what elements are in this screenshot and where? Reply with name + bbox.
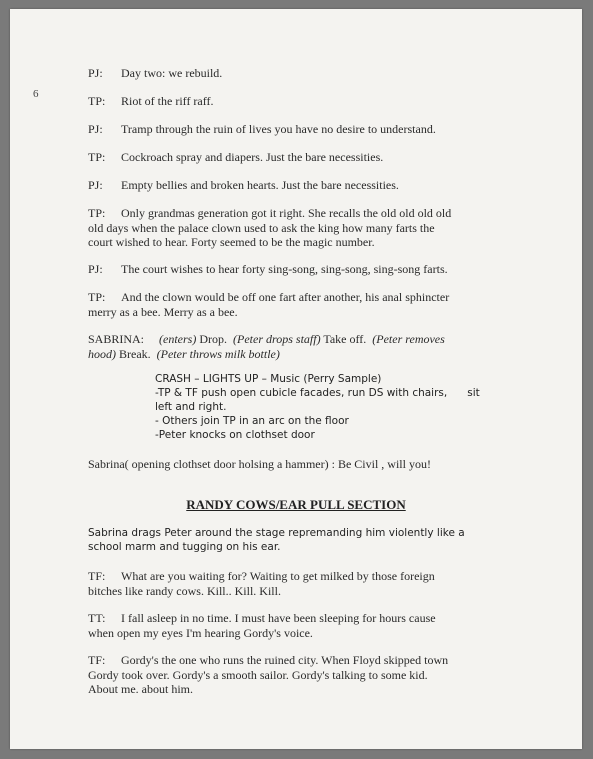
- dialogue-text: Drop.: [199, 332, 228, 346]
- dialogue-text: Take off.: [323, 332, 367, 346]
- stage-direction: left and right.: [155, 401, 227, 413]
- sabrina-dialogue: [88, 332, 445, 347]
- dialogue-text: Day two: we rebuild.: [121, 66, 223, 80]
- speaker-label: SABRINA:: [88, 332, 145, 346]
- speaker-label: PJ:: [88, 66, 103, 80]
- sabrina-dialogue-cont: [88, 347, 280, 362]
- dialogue-continuation: About me. about him.: [88, 682, 193, 696]
- stage-direction: -Peter knocks on clothset door: [155, 429, 315, 441]
- dialogue-text: Empty bellies and broken hearts. Just the bare necessities.: [121, 178, 399, 192]
- dialogue-continuation: bitches like randy cows. Kill.. Kill. Kill.: [88, 584, 281, 598]
- dialogue-continuation: Gordy took over. Gordy's a smooth sailor. Gordy's talking to some kid.: [88, 668, 428, 682]
- speaker-label: TP:: [88, 290, 106, 304]
- speaker-label: TF:: [88, 569, 106, 583]
- stage-cue: (enters): [159, 332, 197, 346]
- dialogue-continuation: merry as a bee. Merry as a bee.: [88, 305, 238, 319]
- dialogue-continuation: old days when the palace clown used to ask the king how many farts the: [88, 221, 435, 235]
- speaker-label: TP:: [88, 206, 106, 220]
- dialogue-text: Riot of the riff raff.: [121, 94, 214, 108]
- speaker-label: TP:: [88, 150, 106, 164]
- stage-direction: -TP & TF push open cubicle facades, run DS with chairs, sit: [155, 387, 480, 399]
- dialogue-text: The court wishes to hear forty sing-song, sing-song, sing-song farts.: [121, 262, 448, 276]
- stage-cue: hood): [88, 347, 116, 361]
- dialogue-continuation: court wished to hear. Forty seemed to be the magic number.: [88, 235, 375, 249]
- stage-cue: (Peter removes: [372, 332, 445, 346]
- dialogue-text: Tramp through the ruin of lives you have no desire to understand.: [121, 122, 436, 136]
- speaker-label: PJ:: [88, 122, 103, 136]
- stage-direction: - Others join TP in an arc on the floor: [155, 415, 349, 427]
- dialogue-text: What are you waiting for? Waiting to get milked by those foreign: [121, 569, 435, 583]
- page-number: 6: [33, 88, 39, 100]
- stage-cue: (Peter throws milk bottle): [156, 347, 280, 361]
- sabrina-line: Sabrina( opening clothset door holsing a hammer) : Be Civil , will you!: [88, 457, 431, 471]
- speaker-label: TP:: [88, 94, 106, 108]
- dialogue-text: Gordy's the one who runs the ruined city. When Floyd skipped town: [121, 653, 449, 667]
- section-intro: Sabrina drags Peter around the stage repremanding him violently like a: [88, 527, 465, 539]
- dialogue-text: And the clown would be off one fart after another, his anal sphincter: [121, 290, 450, 304]
- speaker-label: TT:: [88, 611, 106, 625]
- dialogue-text: Break.: [119, 347, 151, 361]
- dialogue-continuation: when open my eyes I'm hearing Gordy's voice.: [88, 626, 313, 640]
- speaker-label: TF:: [88, 653, 106, 667]
- section-heading: RANDY COWS/EAR PULL SECTION: [186, 497, 406, 512]
- dialogue-text: I fall asleep in no time. I must have been sleeping for hours cause: [121, 611, 436, 625]
- section-intro: school marm and tugging on his ear.: [88, 541, 281, 553]
- speaker-label: PJ:: [88, 178, 103, 192]
- stage-cue: (Peter drops staff): [233, 332, 321, 346]
- stage-direction: CRASH – LIGHTS UP – Music (Perry Sample): [155, 373, 382, 385]
- speaker-label: PJ:: [88, 262, 103, 276]
- dialogue-text: Cockroach spray and diapers. Just the bare necessities.: [121, 150, 384, 164]
- script-page: [10, 9, 582, 749]
- dialogue-text: Only grandmas generation got it right. She recalls the old old old old: [121, 206, 452, 220]
